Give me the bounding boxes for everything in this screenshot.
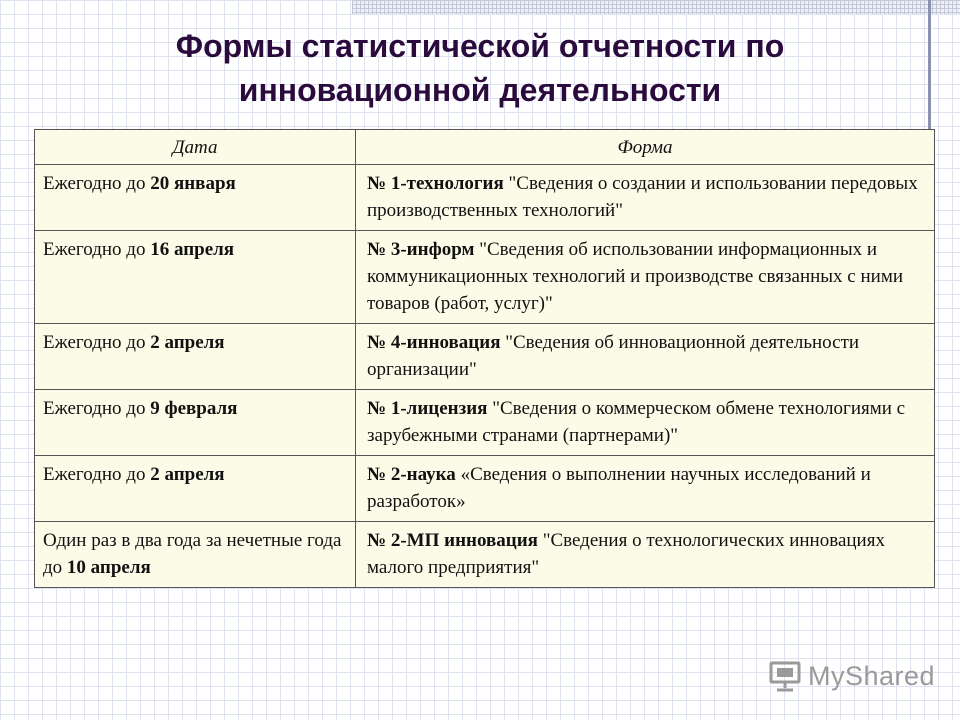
watermark [768,658,935,694]
date-prefix: Ежегодно до [43,173,151,194]
form-cell [356,522,935,588]
table-header-row [35,130,935,165]
slide-title: Формы статистической отчетности по инновационной деятельности [175,28,785,108]
header-form: Форма [356,130,935,165]
form-code: № 2-МП инновация [367,530,538,551]
form-cell [356,390,935,456]
forms-table [34,129,935,588]
table-row [35,231,935,324]
watermark-text: MyShared [808,660,936,691]
form-cell [356,324,935,390]
form-cell [356,231,935,324]
header-date: Дата [35,130,356,165]
date-value: 20 января [150,173,236,194]
form-cell [356,165,935,231]
date-prefix: Ежегодно до [43,464,151,485]
date-cell [35,165,356,231]
form-description: "Сведения о создании и использовании передовых производственных технологий" [367,173,918,221]
form-code: № 3-информ [367,239,475,260]
date-value: 9 февраля [150,398,238,419]
form-code: № 2-наука [367,464,456,485]
decorative-pattern-bar [352,0,960,14]
date-cell [35,456,356,522]
form-description: «Сведения о выполнении научных исследований и разработок» [367,464,871,512]
form-cell [356,456,935,522]
date-prefix: Ежегодно до [43,398,151,419]
date-value: 2 апреля [150,332,225,353]
table-row [35,390,935,456]
date-cell [35,390,356,456]
date-value: 10 апреля [66,557,151,578]
presentation-board-icon [768,660,802,692]
date-cell [35,522,356,588]
date-prefix: Один раз в два года за нечетные года до [43,530,342,578]
date-cell [35,231,356,324]
date-value: 16 апреля [150,239,235,260]
table-row [35,456,935,522]
form-code: № 1-технология [367,173,504,194]
table-row [35,165,935,231]
date-value: 2 апреля [150,464,225,485]
form-description: "Сведения о технологических инновациях малого предприятия" [367,530,885,578]
date-prefix: Ежегодно до [43,332,151,353]
form-code: № 1-лицензия [367,398,488,419]
date-cell [35,324,356,390]
table-row [35,522,935,588]
table-row [35,324,935,390]
form-description: "Сведения об использовании информационных и коммуникационных технологий и производстве связанных с ними товаров (работ, услуг)" [367,239,904,314]
form-code: № 4-инновация [367,332,501,353]
form-description: "Сведения о коммерческом обмене технологиями с зарубежными странами (партнерами)" [367,398,906,446]
date-prefix: Ежегодно до [43,239,151,260]
form-description: "Сведения об инновационной деятельности организации" [367,332,860,380]
